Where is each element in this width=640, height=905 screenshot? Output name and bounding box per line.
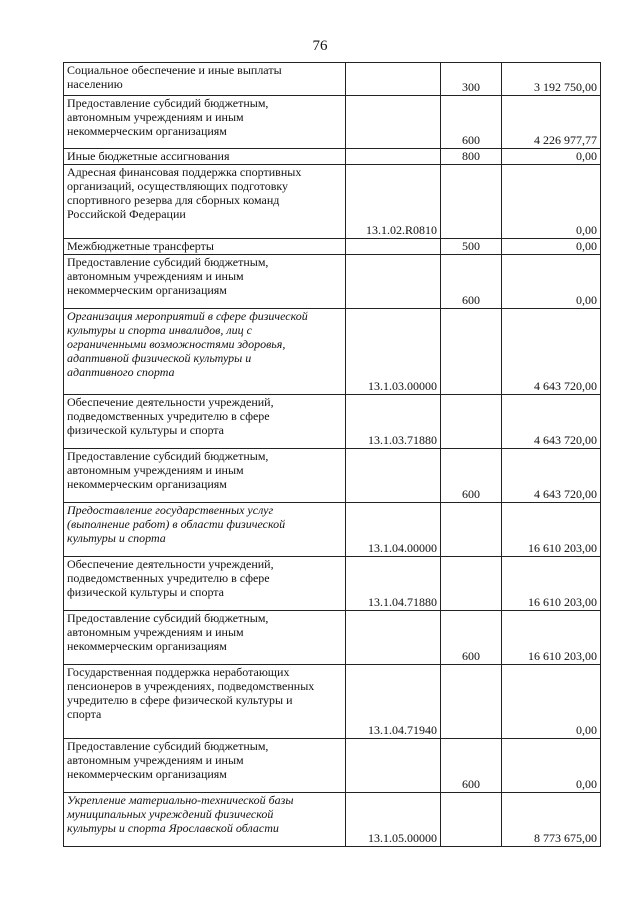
row-sum-cell: 0,00 [502,239,601,255]
row-code-cell [346,739,441,793]
row-name-cell: Предоставление государственных услуг (выполнение работ) в области физической культуры и спорта [64,503,346,557]
row-sum-cell: 0,00 [502,149,601,165]
row-kind-cell [441,309,502,395]
row-code-cell [346,239,441,255]
row-kind-cell [441,395,502,449]
row-code-cell [346,96,441,149]
row-name-cell: Укрепление материально-технической базы муниципальных учреждений физической культуры и спорта Ярославской области [64,793,346,847]
row-sum-cell: 16 610 203,00 [502,503,601,557]
row-code-cell: 13.1.02.R0810 [346,165,441,239]
row-name-cell: Предоставление субсидий бюджетным, автономным учреждениям и иным некоммерческим организациям [64,96,346,149]
table-row [64,557,601,611]
table-row [64,739,601,793]
row-name-cell: Предоставление субсидий бюджетным, автономным учреждениям и иным некоммерческим организациям [64,739,346,793]
row-name-cell: Иные бюджетные ассигнования [64,149,346,165]
table-row [64,449,601,503]
row-code-cell: 13.1.05.00000 [346,793,441,847]
row-name-cell: Организация мероприятий в сфере физической культуры и спорта инвалидов, лиц с ограниченными возможностями здоровья, адаптивной физической культуры и адаптивного спорта [64,309,346,395]
row-kind-cell [441,503,502,557]
row-sum-cell: 4 643 720,00 [502,449,601,503]
row-code-cell [346,449,441,503]
row-name-cell: Предоставление субсидий бюджетным, автономным учреждениям и иным некоммерческим организациям [64,255,346,309]
row-name-cell: Предоставление субсидий бюджетным, автономным учреждениям и иным некоммерческим организациям [64,449,346,503]
page-number: 76 [312,38,328,54]
row-kind-cell: 500 [441,239,502,255]
table-row [64,611,601,665]
row-sum-cell: 16 610 203,00 [502,557,601,611]
row-sum-cell: 3 192 750,00 [502,63,601,96]
row-name-cell: Предоставление субсидий бюджетным, автономным учреждениям и иным некоммерческим организациям [64,611,346,665]
row-kind-cell [441,557,502,611]
table-row [64,793,601,847]
row-kind-cell [441,165,502,239]
row-name-cell: Государственная поддержка неработающих пенсионеров в учреждениях, подведомственных учредителю в сфере физической культуры и спорта [64,665,346,739]
row-sum-cell: 4 643 720,00 [502,309,601,395]
row-name-cell: Межбюджетные трансферты [64,239,346,255]
row-sum-cell: 0,00 [502,739,601,793]
row-sum-cell: 0,00 [502,165,601,239]
row-name-cell: Обеспечение деятельности учреждений, подведомственных учредителю в сфере физической культуры и спорта [64,395,346,449]
row-code-cell: 13.1.04.71880 [346,557,441,611]
row-kind-cell: 600 [441,449,502,503]
table-row [64,149,601,165]
row-code-cell: 13.1.03.00000 [346,309,441,395]
table-row [64,503,601,557]
row-name-cell: Адресная финансовая поддержка спортивных организаций, осуществляющих подготовку спортивного резерва для сборных команд Российской Федерации [64,165,346,239]
table-row [64,165,601,239]
table-row [64,96,601,149]
table-row [64,239,601,255]
row-sum-cell: 4 226 977,77 [502,96,601,149]
row-code-cell [346,255,441,309]
row-sum-cell: 16 610 203,00 [502,611,601,665]
row-sum-cell: 4 643 720,00 [502,395,601,449]
row-name-cell: Обеспечение деятельности учреждений, подведомственных учредителю в сфере физической культуры и спорта [64,557,346,611]
row-kind-cell [441,793,502,847]
row-kind-cell: 300 [441,63,502,96]
table-row [64,395,601,449]
row-code-cell: 13.1.04.00000 [346,503,441,557]
table-row [64,255,601,309]
row-code-cell [346,611,441,665]
row-sum-cell: 8 773 675,00 [502,793,601,847]
row-sum-cell: 0,00 [502,665,601,739]
row-code-cell [346,63,441,96]
row-name-cell: Социальное обеспечение и иные выплаты населению [64,63,346,96]
row-kind-cell [441,665,502,739]
row-kind-cell: 800 [441,149,502,165]
table-row [64,309,601,395]
row-kind-cell: 600 [441,255,502,309]
budget-table [63,62,601,847]
row-kind-cell: 600 [441,611,502,665]
row-code-cell: 13.1.03.71880 [346,395,441,449]
row-code-cell [346,149,441,165]
table-row [64,665,601,739]
row-kind-cell: 600 [441,96,502,149]
row-sum-cell: 0,00 [502,255,601,309]
row-kind-cell: 600 [441,739,502,793]
table-row [64,63,601,96]
row-code-cell: 13.1.04.71940 [346,665,441,739]
budget-table-body [64,63,601,847]
